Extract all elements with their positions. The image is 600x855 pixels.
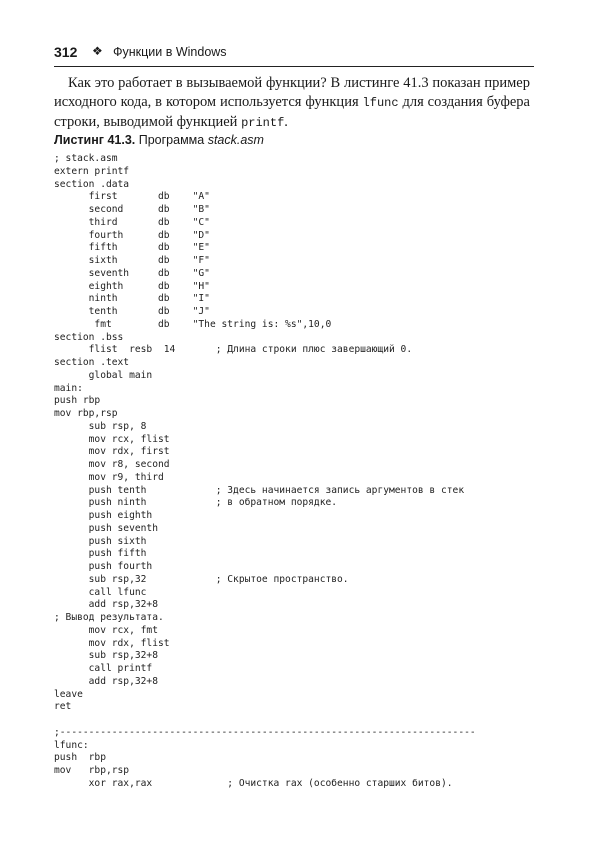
code-line: mov rcx, flist xyxy=(54,433,170,445)
code-line: push eighth xyxy=(54,510,153,521)
intro-text-2: для создания буфера строки, выводимой функцией xyxy=(54,94,530,130)
code-line: second db "B" xyxy=(54,204,210,215)
code-line: lfunc: xyxy=(54,739,89,751)
code-line: push fourth xyxy=(54,561,153,572)
ornament-icon: ❖ xyxy=(92,44,103,58)
code-line: push tenth ; Здесь начинается запись аргументов в стек xyxy=(54,484,465,496)
code-line: mov rbp,rsp xyxy=(54,408,118,419)
page-number: 312 xyxy=(54,44,78,60)
code-line: sub rsp,32 ; Скрытое пространство. xyxy=(54,573,349,585)
code-line: fmt db "The string is: %s",10,0 xyxy=(54,318,332,330)
code-line: main: xyxy=(54,382,83,394)
code-line: ; Вывод результата. xyxy=(54,612,164,623)
listing-filename: stack.asm xyxy=(207,133,264,147)
code-line: ninth db "I" xyxy=(54,293,210,305)
inline-code-lfunc: lfunc xyxy=(362,96,399,110)
code-line: add rsp,32+8 xyxy=(54,675,158,687)
intro-text-1: Как это работает в вызываемой функции? В листинге 41.3 показан пример исходного кода, в котором используется функция xyxy=(54,75,530,110)
listing-label: Листинг 41.3. xyxy=(54,133,136,147)
code-line: tenth db "J" xyxy=(54,306,210,317)
code-line: push ninth ; в обратном порядке. xyxy=(54,497,338,509)
code-listing xyxy=(54,153,476,791)
code-line: push rbp xyxy=(54,395,101,407)
code-line: mov rdx, flist xyxy=(54,637,170,649)
code-line: extern printf xyxy=(54,165,130,177)
intro-paragraph xyxy=(54,74,530,133)
code-line: call lfunc xyxy=(54,586,147,598)
code-line: add rsp,32+8 xyxy=(54,599,158,611)
code-line: first db "A" xyxy=(54,191,210,203)
listing-caption-text: Программа xyxy=(135,133,208,147)
code-line: sub rsp,32+8 xyxy=(54,650,158,662)
code-line: third db "C" xyxy=(54,216,210,228)
code-line: leave xyxy=(54,688,83,700)
code-line: push sixth xyxy=(54,535,147,547)
code-line: seventh db "G" xyxy=(54,267,210,279)
code-line: eighth db "H" xyxy=(54,280,210,292)
code-line: call printf xyxy=(54,663,153,674)
code-line: mov rbp,rsp xyxy=(54,765,130,776)
inline-code-printf: printf xyxy=(241,116,285,130)
code-line: section .text xyxy=(54,357,130,368)
intro-text-3: . xyxy=(284,114,288,130)
code-line: mov r8, second xyxy=(54,459,170,470)
code-line: push rbp xyxy=(54,752,106,764)
code-line: section .data xyxy=(54,178,130,190)
running-title: Функции в Windows xyxy=(113,45,227,59)
code-line: push seventh xyxy=(54,522,158,534)
code-line: sub rsp, 8 xyxy=(54,420,147,432)
code-line: mov rdx, first xyxy=(54,446,170,458)
code-line: ret xyxy=(54,701,72,713)
running-header xyxy=(54,44,534,67)
code-line: ; stack.asm xyxy=(54,153,118,164)
code-line: mov r9, third xyxy=(54,471,164,483)
code-line: ;------------------------------------------------------------------------ xyxy=(54,726,476,738)
code-line: mov rcx, fmt xyxy=(54,624,158,636)
code-line: section .bss xyxy=(54,331,124,343)
code-line: fourth db "D" xyxy=(54,229,210,241)
code-line: xor rax,rax ; Очистка rax (особенно старших битов). xyxy=(54,777,453,789)
code-line: sixth db "F" xyxy=(54,255,210,266)
code-line: fifth db "E" xyxy=(54,242,210,254)
code-line: push fifth xyxy=(54,548,147,560)
code-line: flist resb 14 ; Длина строки плюс завершающий 0. xyxy=(54,344,413,356)
listing-caption xyxy=(54,133,264,147)
code-line xyxy=(54,714,476,727)
code-line: global main xyxy=(54,369,153,381)
